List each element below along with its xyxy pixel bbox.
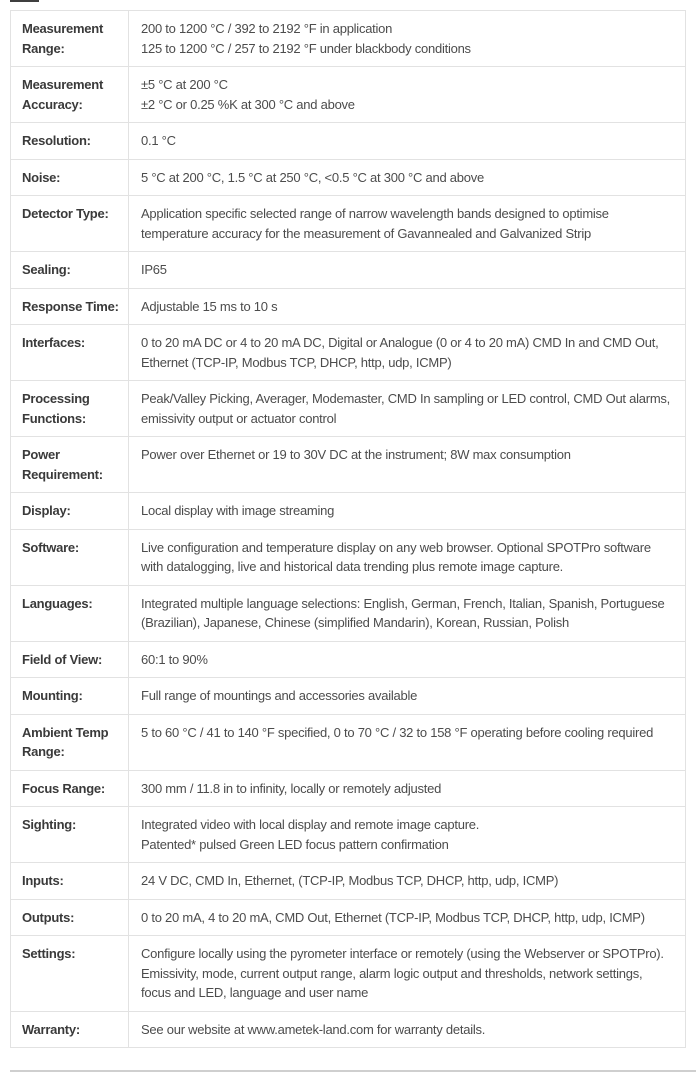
spec-label: Interfaces: xyxy=(11,325,129,381)
spec-row xyxy=(11,325,686,381)
bottom-divider xyxy=(10,1070,696,1072)
spec-value: 5 °C at 200 °C, 1.5 °C at 250 °C, <0.5 °C at 300 °C and above xyxy=(129,159,686,196)
spec-row xyxy=(11,1011,686,1048)
spec-row xyxy=(11,585,686,641)
spec-value: Configure locally using the pyrometer interface or remotely (using the Webserver or SPOTPro). Emissivity, mode, current output range, alarm logic output and thresholds, network settings, focus and LED, language and user name xyxy=(129,936,686,1012)
spec-row xyxy=(11,159,686,196)
spec-value: Integrated video with local display and remote image capture. Patented* pulsed Green LED focus pattern confirmation xyxy=(129,807,686,863)
spec-label: Warranty: xyxy=(11,1011,129,1048)
spec-label: Sighting: xyxy=(11,807,129,863)
spec-value: 300 mm / 11.8 in to infinity, locally or remotely adjusted xyxy=(129,770,686,807)
spec-row xyxy=(11,493,686,530)
top-edge-fragment xyxy=(10,0,39,2)
spec-row xyxy=(11,381,686,437)
spec-label: Power Requirement: xyxy=(11,437,129,493)
spec-row xyxy=(11,678,686,715)
spec-value: Power over Ethernet or 19 to 30V DC at the instrument; 8W max consumption xyxy=(129,437,686,493)
spec-row xyxy=(11,123,686,160)
spec-value: 24 V DC, CMD In, Ethernet, (TCP-IP, Modbus TCP, DHCP, http, udp, ICMP) xyxy=(129,863,686,900)
spec-value: 0.1 °C xyxy=(129,123,686,160)
spec-value: Application specific selected range of narrow wavelength bands designed to optimise temperature accuracy for the measurement of Gavannealed and Galvanized Strip xyxy=(129,196,686,252)
spec-row xyxy=(11,936,686,1012)
spec-label: Noise: xyxy=(11,159,129,196)
spec-value: Live configuration and temperature display on any web browser. Optional SPOTPro software with datalogging, live and historical data trending plus remote image capture. xyxy=(129,529,686,585)
spec-label: Measurement Accuracy: xyxy=(11,67,129,123)
spec-value: Integrated multiple language selections: English, German, French, Italian, Spanish, Portuguese (Brazilian), Japanese, Chinese (simplified Mandarin), Korean, Russian, Polish xyxy=(129,585,686,641)
spec-label: Measurement Range: xyxy=(11,11,129,67)
spec-label: Inputs: xyxy=(11,863,129,900)
spec-label: Resolution: xyxy=(11,123,129,160)
spec-row xyxy=(11,770,686,807)
spec-label: Processing Functions: xyxy=(11,381,129,437)
spec-value: See our website at www.ametek-land.com for warranty details. xyxy=(129,1011,686,1048)
spec-value: Full range of mountings and accessories available xyxy=(129,678,686,715)
spec-value: 200 to 1200 °C / 392 to 2192 °F in application 125 to 1200 °C / 257 to 2192 °F under blackbody conditions xyxy=(129,11,686,67)
spec-value: IP65 xyxy=(129,252,686,289)
spec-label: Software: xyxy=(11,529,129,585)
specifications-table xyxy=(10,10,686,1048)
spec-value: Local display with image streaming xyxy=(129,493,686,530)
spec-row xyxy=(11,863,686,900)
spec-label: Mounting: xyxy=(11,678,129,715)
spec-row xyxy=(11,807,686,863)
spec-label: Outputs: xyxy=(11,899,129,936)
spec-row xyxy=(11,252,686,289)
spec-row xyxy=(11,899,686,936)
spec-label: Display: xyxy=(11,493,129,530)
spec-label: Settings: xyxy=(11,936,129,1012)
spec-label: Field of View: xyxy=(11,641,129,678)
spec-value: 0 to 20 mA DC or 4 to 20 mA DC, Digital or Analogue (0 or 4 to 20 mA) CMD In and CMD Out, Ethernet (TCP-IP, Modbus TCP, DHCP, http, udp, ICMP) xyxy=(129,325,686,381)
spec-label: Response Time: xyxy=(11,288,129,325)
spec-table-body xyxy=(11,11,686,1048)
spec-label: Languages: xyxy=(11,585,129,641)
spec-row xyxy=(11,641,686,678)
spec-label: Ambient Temp Range: xyxy=(11,714,129,770)
spec-label: Detector Type: xyxy=(11,196,129,252)
spec-row xyxy=(11,196,686,252)
spec-label: Focus Range: xyxy=(11,770,129,807)
spec-value: Peak/Valley Picking, Averager, Modemaster, CMD In sampling or LED control, CMD Out alarms, emissivity output or actuator control xyxy=(129,381,686,437)
spec-value: 5 to 60 °C / 41 to 140 °F specified, 0 to 70 °C / 32 to 158 °F operating before cooling required xyxy=(129,714,686,770)
spec-row xyxy=(11,288,686,325)
spec-row xyxy=(11,67,686,123)
spec-row xyxy=(11,529,686,585)
spec-value: ±5 °C at 200 °C ±2 °C or 0.25 %K at 300 °C and above xyxy=(129,67,686,123)
spec-row xyxy=(11,714,686,770)
spec-value: 60:1 to 90% xyxy=(129,641,686,678)
spec-row xyxy=(11,437,686,493)
spec-value: 0 to 20 mA, 4 to 20 mA, CMD Out, Ethernet (TCP-IP, Modbus TCP, DHCP, http, udp, ICMP) xyxy=(129,899,686,936)
spec-label: Sealing: xyxy=(11,252,129,289)
spec-row xyxy=(11,11,686,67)
spec-value: Adjustable 15 ms to 10 s xyxy=(129,288,686,325)
